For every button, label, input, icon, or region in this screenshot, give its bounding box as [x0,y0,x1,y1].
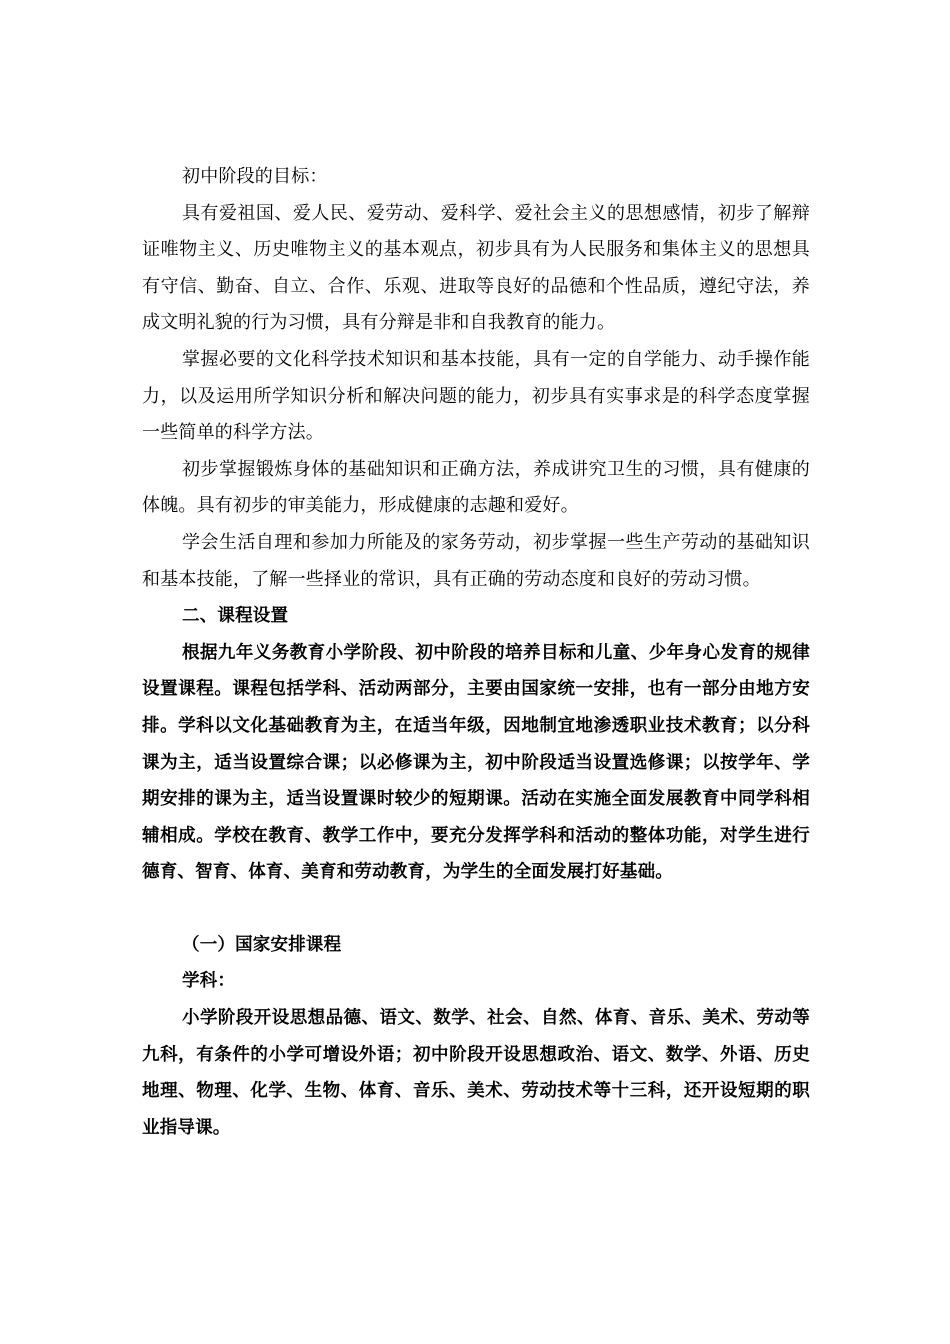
intro-heading: 初中阶段的目标： [182,166,328,187]
blank-line [142,891,810,927]
paragraph-labor-goals: 学会生活自理和参加力所能及的家务劳动，初步掌握一些生产劳动的基础知识和基本技能，了解一些择业的常识，具有正确的劳动态度和良好的劳动习惯。 [142,531,810,590]
subsection-heading: （一）国家安排课程 [182,934,342,955]
paragraph-moral-goals: 具有爱祖国、爱人民、爱劳动、爱科学、爱社会主义的思想感情，初步了解辩证唯物主义、历史唯物主义的基本观点，初步具有为人民服务和集体主义的思想具有守信、勤奋、自立、合作、乐观、进取等良好的品德和个性品质，遵纪守法，养成文明礼貌的行为习惯，具有分辩是非和自我教育的能力。 [142,202,810,334]
section-heading: 二、课程设置 [182,606,289,627]
paragraph-knowledge-goals: 掌握必要的文化科学技术知识和基本技能，具有一定的自学能力、动手操作能力，以及运用所学知识分析和解决问题的能力，初步具有实事求是的科学态度掌握一些简单的科学方法。 [142,348,810,444]
section-body: 根据九年义务教育小学阶段、初中阶段的培养目标和儿童、少年身心发育的规律设置课程。课程包括学科、活动两部分，主要由国家统一安排，也有一部分由地方安排。学科以文化基础教育为主，在适当年级，因地制宜地渗透职业技术教育；以分科课为主，适当设置综合课；以必修课为主，初中阶段适当设置选修课；以按学年、学期安排的课为主，适当设置课时较少的短期课。活动在实施全面发展教育中同学科相辅相成。学校在教育、教学工作中，要充分发挥学科和活动的整体功能，对学生进行德育、智育、体育、美育和劳动教育，为学生的全面发展打好基础。 [142,642,810,883]
subject-label: 学科： [182,971,236,992]
paragraph-physical-goals: 初步掌握锻炼身体的基础知识和正确方法，养成讲究卫生的习惯，具有健康的体魄。具有初步的审美能力，形成健康的志趣和爱好。 [142,458,810,517]
document-body [142,159,810,1146]
subject-body: 小学阶段开设思想品德、语文、数学、社会、自然、体育、音乐、美术、劳动等九科，有条件的小学可增设外语；初中阶段开设思想政治、语文、数学、外语、历史地理、物理、化学、生物、体育、音乐、美术、劳动技术等十三科，还开设短期的职业指导课。 [142,1008,810,1138]
